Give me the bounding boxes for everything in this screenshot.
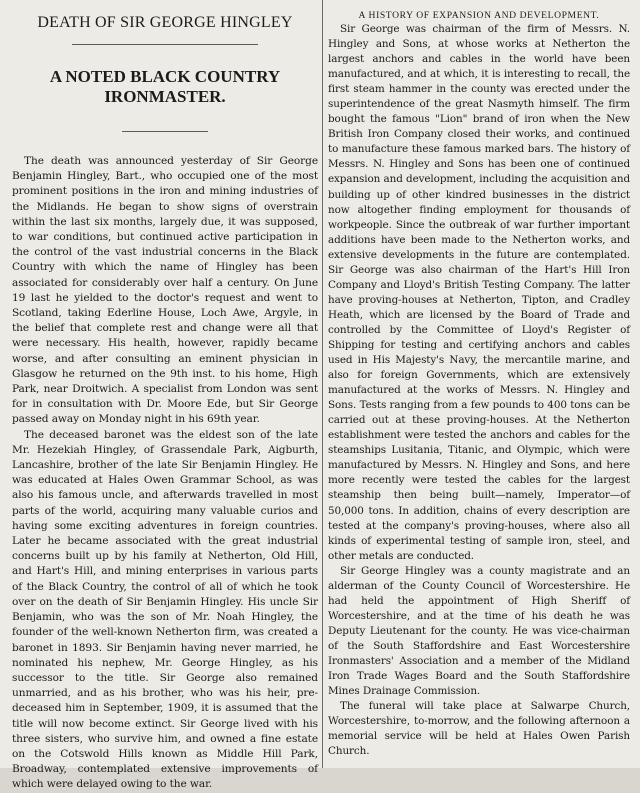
article-title: DEATH OF SIR GEORGE HINGLEY	[37, 14, 293, 31]
article-subheading: A NOTED BLACK COUNTRY IRONMASTER.	[49, 67, 281, 106]
paragraph: The deceased baronet was the eldest son of the late Mr. Hezekiah Hingley, of Grassendale Park, Aigburth, Lancashire, brother of the late Sir Benjamin Hingley. He was educated at Hales Owen Grammar School, as was also his famous uncle, and afterwards travelled in most parts of the world, acquiring many valuable curios and having some exciting adventures in foreign countries. Later he became associated with the great industrial concerns built up by his family at Netherton, Old Hill, and Hart's Hill, and mining enterprises in various parts of the Black Country, the control of all of which he took over on the death of Sir Benjamin Hingley. His uncle Sir Benjamin, who was the son of Mr. Noah Hingley, the founder of the well-known Netherton firm, was created a baronet in 1893. Sir Benjamin having never married, he nominated his nephew, Mr. George Hingley, as his successor to the title. Sir George also remained unmarried, and as his brother, who was his heir, pre-deceased him in September, 1909, it is assumed that the title will now become extinct. Sir George lived with his three sisters, who survive him, and owned a fine estate on the Cotswold Hills known as Middle Hill Park, Broadway, contemplated extensive improvements of which were delayed owing to the war.	[12, 428, 318, 791]
section-title: A HISTORY OF EXPANSION AND DEVELOPMENT.	[358, 10, 600, 21]
subheading-rule	[122, 131, 208, 132]
paragraph: The death was announced yesterday of Sir George Benjamin Hingley, Bart., who occupied one of the most prominent positions in the iron and mining industries of the Midlands. He began to show signs of overstrain within the last six months, largely due, it was supposed, to war conditions, but continued active participation in the control of the vast industrial concerns in the Black Country with which the name of Hingley has been associated for considerably over half a century. On June 19 last he yielded to the doctor's request and went to Scotland, taking Ederline House, Loch Awe, Argyle, in the belief that complete rest and change were all that were necessary. His health, however, rapidly became worse, and after consulting an eminent physician in Glasgow he returned on the 9th inst. to his home, High Park, near Droitwich. A specialist from London was sent for in consultation with Dr. Moore Ede, but Sir George passed away on Monday night in his 69th year.	[12, 155, 318, 426]
right-column	[328, 10, 630, 760]
title-rule	[72, 44, 258, 45]
paragraph: The funeral will take place at Salwarpe Church, Worcestershire, to-morrow, and the following afternoon a memorial service will be held at Hales Owen Parish Church.	[328, 700, 630, 758]
paragraph: Sir George was chairman of the firm of Messrs. N. Hingley and Sons, at whose works at Netherton the largest anchors and cables in the world have been manufactured, and at which, it is interesting to recall, the first steam hammer in the county was erected under the superintendence of the great Nasmyth himself. The firm bought the famous "Lion" brand of iron when the New British Iron Company closed their works, and continued to manufacture these famous marked bars. The history of Messrs. N. Hingley and Sons has been one of continued expansion and development, including the acquisition and building up of other kindred businesses in the district now altogether finding employment for thousands of workpeople. Since the outbreak of war further important additions have been made to the Netherton works, and extensive developments in the future are contemplated. Sir George was also chairman of the Hart's Hill Iron Company and Lloyd's British Testing Company. The latter have proving-houses at Netherton, Tipton, and Cradley Heath, which are licensed by the Board of Trade and controlled by the Committee of Lloyd's Register of Shipping for testing and certifying anchors and cables used in His Majesty's Navy, the mercantile marine, and also for foreign Governments, which are extensively manufactured at the works of Messrs. N. Hingley and Sons. Tests ranging from a few pounds to 400 tons can be carried out at these proving-houses. At the Netherton establishment were tested the anchors and cables for the steamships Lusitania, Titanic, and Olympic, which were manufactured by Messrs. N. Hingley and Sons, and here more recently were tested the cables for the largest steamship then being built—namely, Imperator—of 50,000 tons. In addition, chains of every description are tested at the company's proving-houses, where also all kinds of experimental testing of sample iron, steel, and other metals are conducted.	[328, 23, 630, 562]
column-divider	[322, 0, 323, 768]
left-column	[12, 10, 318, 791]
paragraph: Sir George Hingley was a county magistrate and an alderman of the County Council of Worcestershire. He had held the appointment of High Sheriff of Worcestershire, and at the time of his death he was Deputy Lieutenant for the county. He was vice-chairman of the South Staffordshire and East Worcestershire Ironmasters' Association and a member of the Midland Iron Trade Wages Board and the South Staffordshire Mines Drainage Commission.	[328, 564, 630, 698]
